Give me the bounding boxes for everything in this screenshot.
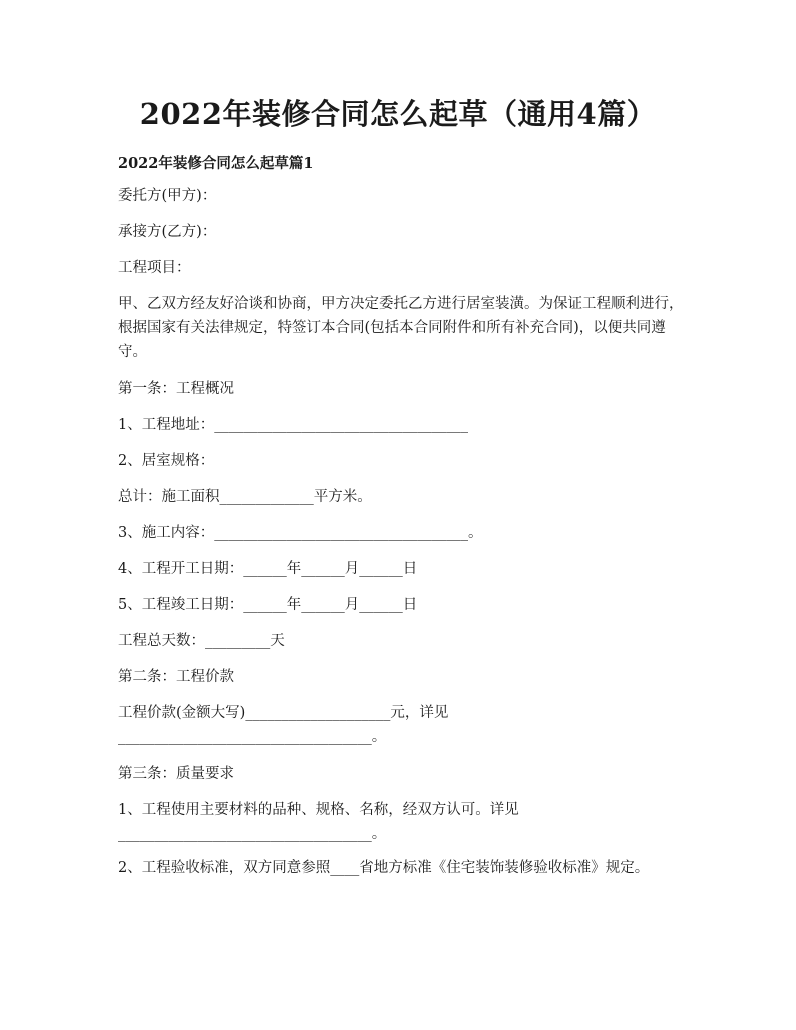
materials-line: 1、工程使用主要材料的品种、规格、名称，经双方认可。详见___________________________________。	[118, 802, 519, 842]
section-heading: 2022年装修合同怎么起草篇1	[118, 155, 314, 172]
document-title: 2022年装修合同怎么起草（通用4篇）	[139, 97, 657, 131]
completion-date-line: 5、工程竣工日期：______年______月______日	[118, 597, 418, 613]
construction-content-line: 3、施工内容：___________________________________。	[118, 525, 483, 541]
price-line: 工程价款(金额大写)____________________元，详见___________________________________。	[118, 705, 449, 745]
article-1-heading: 第一条：工程概况	[118, 381, 234, 397]
intro-paragraph: 甲、乙双方经友好洽谈和协商，甲方决定委托乙方进行居室装潢。为保证工程顺利进行，根据国家有关法律规定，特签订本合同(包括本合同附件和所有补充合同)，以便共同遵守。	[118, 296, 684, 360]
project-line: 工程项目：	[118, 260, 191, 276]
article-3-heading: 第三条：质量要求	[118, 766, 234, 782]
project-address-line: 1、工程地址：___________________________________	[118, 417, 468, 433]
start-date-line: 4、工程开工日期：______年______月______日	[118, 561, 418, 577]
total-area-line: 总计：施工面积_____________平方米。	[118, 489, 372, 505]
room-spec-line: 2、居室规格：	[118, 453, 215, 469]
party-b-line: 承接方(乙方)：	[118, 224, 217, 240]
party-a-line: 委托方(甲方)：	[118, 188, 217, 204]
acceptance-standard-line: 2、工程验收标准，双方同意参照____省地方标准《住宅装饰装修验收标准》规定。	[118, 860, 650, 876]
article-2-heading: 第二条：工程价款	[118, 669, 234, 685]
total-days-line: 工程总天数：_________天	[118, 633, 285, 649]
